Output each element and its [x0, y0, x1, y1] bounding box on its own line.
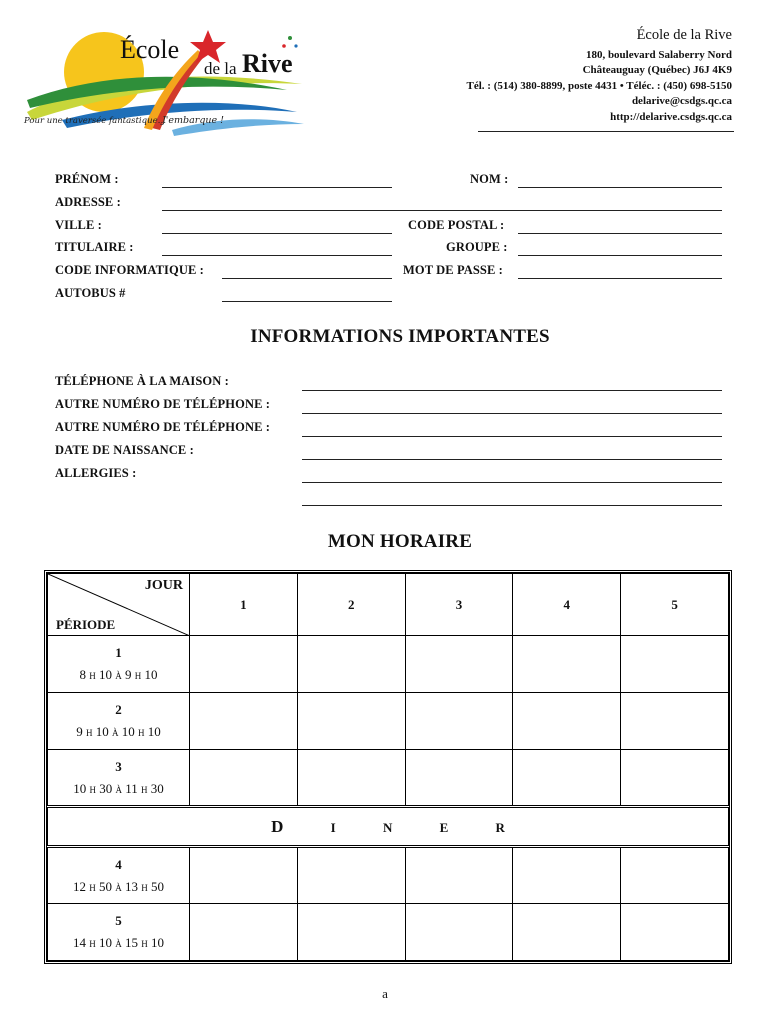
nom-label: NOM :	[470, 172, 509, 186]
corner-cell	[48, 574, 190, 636]
school-city: Châteauguay (Québec) J6J 4K9	[582, 64, 732, 76]
period-time: 10 h 30 à 11 h 30	[73, 780, 164, 796]
schedule-slot[interactable]	[405, 636, 513, 693]
period-cell	[48, 904, 190, 961]
schedule-slot[interactable]	[513, 636, 621, 693]
nom-field[interactable]	[518, 187, 722, 188]
lunch-letter: R	[495, 819, 505, 835]
important-info-title: INFORMATIONS IMPORTANTES	[250, 326, 550, 347]
code-informatique-field[interactable]	[222, 278, 392, 279]
code-postal-label: CODE POSTAL :	[408, 218, 505, 232]
school-phone: Tél. : (514) 380-8899, poste 4431 • Téléc. : (450) 698-5150	[466, 79, 732, 92]
schedule-slot[interactable]	[621, 904, 729, 961]
schedule-slot[interactable]	[297, 847, 405, 904]
lunch-letter: D	[271, 816, 284, 836]
lunch-letter: N	[382, 819, 393, 835]
schedule-slot[interactable]	[190, 750, 298, 807]
lunch-letter: E	[439, 819, 449, 835]
allergies-label: ALLERGIES :	[55, 466, 137, 480]
autobus-field[interactable]	[222, 301, 392, 302]
schedule-title: MON HORAIRE	[327, 531, 473, 552]
home-phone-label: TÉLÉPHONE À LA MAISON :	[55, 374, 229, 388]
schedule-slot[interactable]	[621, 847, 729, 904]
school-email: delarive@csdgs.qc.ca	[631, 95, 732, 107]
period-number: 5	[115, 913, 122, 928]
period-number: 3	[115, 758, 122, 774]
jour-label: JOUR	[144, 578, 183, 593]
allergies-field-line-1[interactable]	[302, 482, 722, 483]
other-phone-2-label: AUTRE NUMÉRO DE TÉLÉPHONE :	[55, 420, 270, 434]
period-time: 14 h 10 à 15 h 10	[73, 935, 164, 950]
schedule-slot[interactable]	[297, 636, 405, 693]
schedule-slot[interactable]	[513, 847, 621, 904]
other-phone-1-label: AUTRE NUMÉRO DE TÉLÉPHONE :	[55, 397, 270, 411]
periode-label: PÉRIODE	[56, 617, 116, 632]
logo-word-rive: Rive	[242, 49, 293, 78]
allergies-field-line-2[interactable]	[302, 505, 722, 506]
mot-de-passe-field[interactable]	[518, 278, 722, 279]
groupe-field[interactable]	[518, 255, 722, 256]
page-footer: a	[382, 986, 388, 1001]
lunch-banner	[48, 807, 729, 847]
school-logo	[22, 20, 312, 140]
logo-slogan-right: J'embarque !	[162, 115, 224, 126]
period-row	[48, 847, 729, 904]
prenom-field[interactable]	[162, 187, 392, 188]
code-postal-field[interactable]	[518, 233, 722, 234]
schedule-slot[interactable]	[190, 847, 298, 904]
schedule-slot[interactable]	[513, 693, 621, 750]
period-time: 9 h 10 à 10 h 10	[76, 724, 161, 739]
schedule-slot[interactable]	[513, 904, 621, 961]
day-header: 1	[190, 574, 298, 636]
home-phone-field[interactable]	[302, 390, 722, 391]
schedule-slot[interactable]	[405, 847, 513, 904]
lunch-row	[48, 807, 729, 847]
period-number: 4	[115, 856, 122, 872]
period-cell	[48, 636, 190, 693]
birth-date-label: DATE DE NAISSANCE :	[55, 443, 194, 457]
titulaire-label: TITULAIRE :	[55, 240, 134, 254]
adresse-field[interactable]	[162, 210, 722, 211]
day-header: 3	[405, 574, 513, 636]
adresse-label: ADRESSE :	[55, 195, 121, 209]
birth-date-field[interactable]	[302, 459, 722, 460]
schedule-slot[interactable]	[405, 693, 513, 750]
schedule-slot[interactable]	[297, 750, 405, 807]
code-informatique-label: CODE INFORMATIQUE :	[55, 263, 204, 277]
logo-slogan-left: Pour une traversée fantastique…	[24, 116, 167, 126]
ville-label: VILLE :	[55, 218, 102, 232]
schedule-slot[interactable]	[190, 904, 298, 961]
period-cell	[48, 847, 190, 904]
header-divider	[478, 131, 734, 132]
schedule-slot[interactable]	[621, 693, 729, 750]
schedule-header-row	[48, 574, 729, 636]
day-header: 4	[513, 574, 621, 636]
groupe-label: GROUPE :	[446, 240, 508, 254]
ville-field[interactable]	[162, 233, 392, 234]
schedule-slot[interactable]	[405, 750, 513, 807]
period-cell	[48, 693, 190, 750]
period-row	[48, 750, 729, 807]
period-row	[48, 636, 729, 693]
mot-de-passe-label: MOT DE PASSE :	[403, 263, 503, 277]
period-time: 12 h 50 à 13 h 50	[73, 878, 164, 894]
lunch-letter: I	[330, 819, 336, 835]
period-time: 8 h 10 à 9 h 10	[79, 667, 158, 682]
other-phone-2-field[interactable]	[302, 436, 722, 437]
schedule-slot[interactable]	[405, 904, 513, 961]
period-cell	[48, 750, 190, 807]
school-contact-block	[467, 28, 732, 125]
day-header: 2	[297, 574, 405, 636]
schedule-slot[interactable]	[513, 750, 621, 807]
logo-word-ecole: École	[120, 35, 180, 64]
logo-word-dela: de la	[204, 59, 237, 78]
schedule-table	[44, 570, 732, 964]
schedule-slot[interactable]	[297, 904, 405, 961]
schedule-slot[interactable]	[621, 750, 729, 807]
prenom-label: PRÉNOM :	[55, 172, 119, 186]
schedule-slot[interactable]	[190, 636, 298, 693]
schedule-slot[interactable]	[621, 636, 729, 693]
period-number: 2	[115, 702, 122, 717]
school-website: http://delarive.csdgs.qc.ca	[610, 110, 732, 123]
schedule-slot[interactable]	[297, 693, 405, 750]
other-phone-1-field[interactable]	[302, 413, 722, 414]
school-name: École de la Rive	[636, 27, 732, 43]
period-number: 1	[115, 645, 122, 660]
autobus-label: AUTOBUS #	[55, 286, 126, 300]
period-row	[48, 693, 729, 750]
day-header: 5	[621, 574, 729, 636]
school-address: 180, boulevard Salaberry Nord	[585, 48, 732, 61]
schedule-slot[interactable]	[190, 693, 298, 750]
period-row	[48, 904, 729, 961]
titulaire-field[interactable]	[162, 255, 392, 256]
